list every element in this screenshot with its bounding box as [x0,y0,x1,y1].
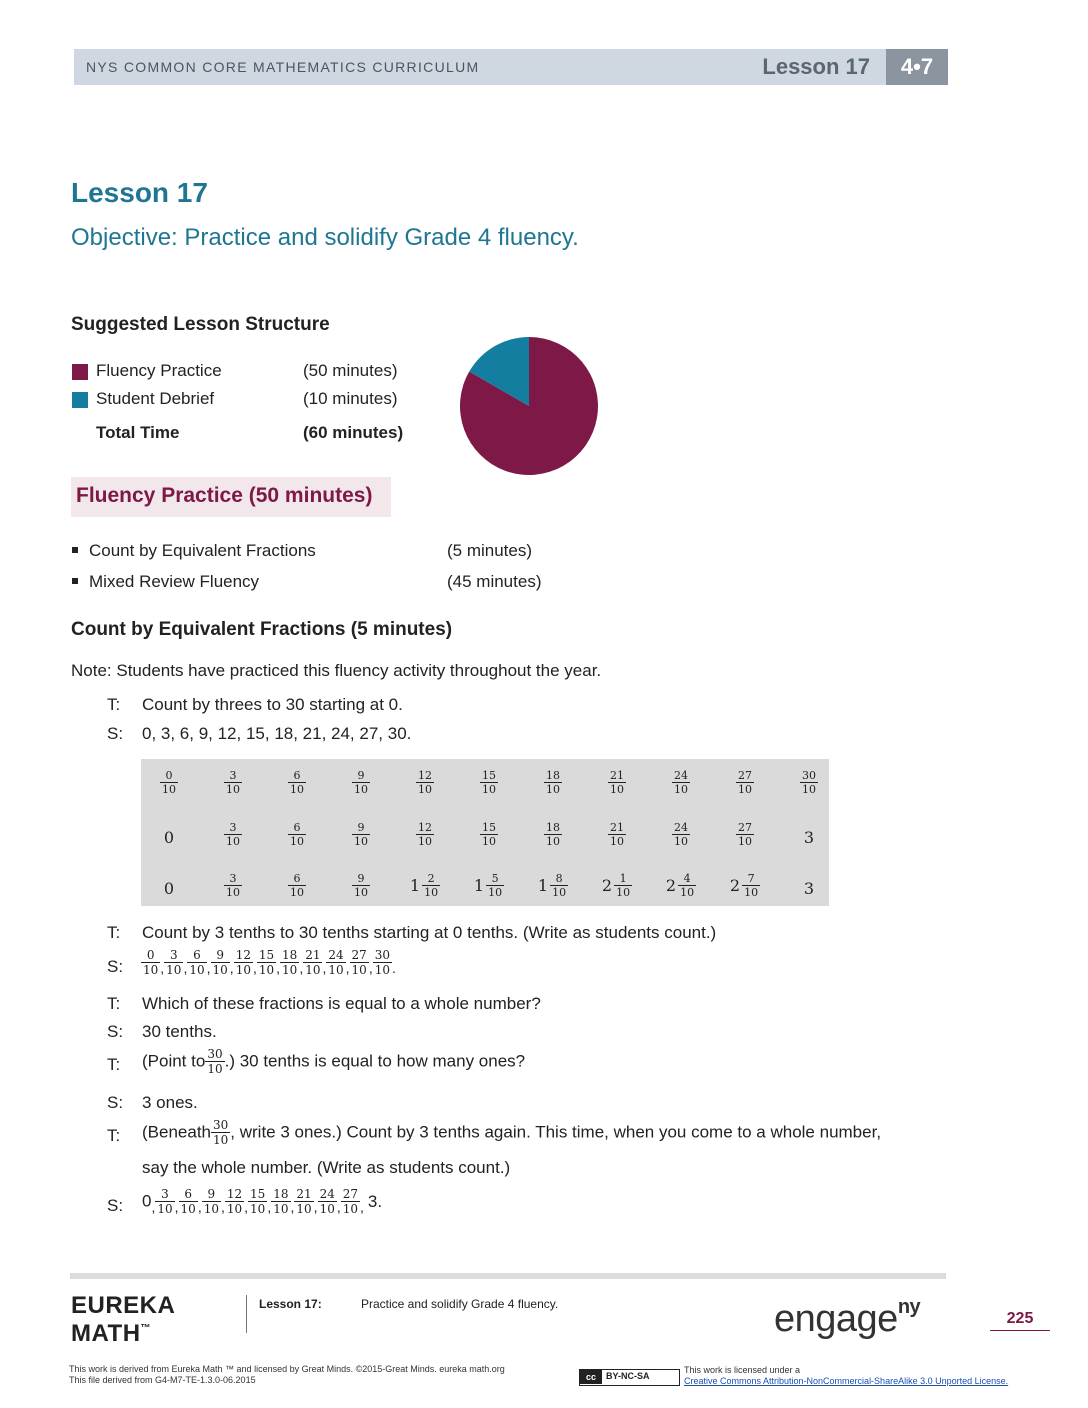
grid-cell [205,821,261,848]
separator: , [160,959,165,976]
whole-number: 1 [409,876,421,895]
numerator: 3 [169,948,178,962]
numerator: 12 [226,1187,243,1201]
grid-cell [589,769,645,796]
grid-cell [141,821,197,847]
numerator: 6 [184,1187,192,1201]
numerator: 27 [342,1187,359,1201]
fraction [202,1187,221,1216]
denominator: 10 [610,783,624,796]
denominator: 10 [482,783,496,796]
grid-cell [269,821,325,848]
denominator: 10 [296,1202,312,1216]
numerator: 24 [674,769,688,782]
numerator: 6 [293,872,301,885]
grid-cell [653,872,709,899]
speaker: S: [107,1022,124,1041]
denominator: 10 [488,886,503,899]
fraction [164,948,183,977]
denominator: 10 [328,963,344,977]
denominator: 10 [674,783,688,796]
separator: , [220,1198,225,1215]
grid-cell [461,769,517,796]
whole-number: 3. [367,1191,383,1211]
dialogue-text: (Beneath [142,1122,211,1142]
denominator: 10 [738,835,752,848]
fraction [416,821,434,848]
whole-number: 3 [803,879,815,898]
section-title: Count by Equivalent Fractions (5 minutes) [71,619,453,640]
speaker: S: [107,957,124,976]
numerator: 21 [296,1187,312,1201]
fraction [352,769,370,796]
denominator: 10 [424,886,439,899]
speaker: T: [107,695,121,714]
denominator: 10 [157,1202,173,1216]
legend-label: Student Debrief [96,389,215,408]
total-minutes: (60 minutes) [303,423,404,442]
dialogue-text: say the whole number. (Write as students count.) [142,1158,511,1177]
fraction [544,769,562,796]
denominator: 10 [258,963,275,977]
numerator: 3 [229,821,237,834]
license-notice [684,1365,1008,1387]
grid-cell [781,821,837,847]
fraction [416,769,434,796]
numerator: 12 [235,948,251,962]
fraction-sequence-tenths [141,948,396,977]
legend-swatch-debrief [72,392,88,408]
fraction [205,1047,224,1076]
denominator: 10 [552,886,567,899]
numerator: 12 [418,769,432,782]
fraction [303,948,322,977]
numerator: 30 [207,1047,223,1061]
fraction [271,1187,290,1216]
fraction [422,872,440,899]
separator: , [313,1198,318,1215]
denominator: 10 [250,1202,266,1216]
cc-license-badge [579,1369,680,1386]
separator: , [290,1198,295,1215]
footer-separator [246,1295,247,1333]
fraction [672,769,690,796]
denominator: 10 [305,963,321,977]
denominator: 10 [374,963,390,977]
denominator: 10 [226,783,240,796]
section-note: Note: Students have practiced this fluency activity throughout the year. [71,661,602,680]
structure-title: Suggested Lesson Structure [71,314,330,335]
denominator: 10 [342,1202,359,1216]
denominator: 10 [273,1202,289,1216]
numerator: 3 [229,769,237,782]
legend-swatch-fluency [72,364,88,380]
equivalent-fractions-grid [141,759,829,906]
whole-number: 2 [601,876,613,895]
derived-line: This work is derived from Eureka Math ™ and licensed by Great Minds. ©2015-Great Minds. eureka math.org [69,1364,505,1374]
grid-cell [781,769,837,796]
numerator: 15 [482,821,496,834]
speaker: T: [107,1126,121,1145]
denominator: 10 [212,963,228,977]
denominator: 10 [674,835,688,848]
separator: , [336,1198,341,1215]
denominator: 10 [207,1062,223,1076]
numerator: 15 [250,1187,266,1201]
grid-cell [717,821,773,848]
fraction [608,821,626,848]
separator: , [299,959,304,976]
fraction [224,769,242,796]
denominator: 10 [290,835,304,848]
legend-minutes: (10 minutes) [303,389,398,408]
denominator: 10 [290,783,304,796]
denominator: 10 [226,835,240,848]
lesson-structure-pie-chart [459,336,599,476]
numerator: 3 [229,872,237,885]
denominator: 10 [189,963,205,977]
numerator: 21 [305,948,321,962]
numerator: 3 [161,1187,169,1201]
fraction [486,872,504,899]
dialogue-text: Which of these fractions is equal to a whole number? [142,994,541,1013]
grid-cell [525,821,581,848]
grid-cell [333,872,389,899]
fraction [211,948,230,977]
separator: , [368,959,373,976]
cc-icon: cc [580,1370,602,1384]
eureka-math-logo [71,1294,175,1345]
footer-lesson-label: Lesson 17: [259,1297,322,1311]
fraction [280,948,299,977]
speaker: S: [107,1196,124,1215]
denominator: 10 [680,886,695,899]
whole-number: 2 [665,876,677,895]
grid-cell [397,821,453,848]
fraction [480,821,498,848]
denominator: 10 [143,963,159,977]
separator: , [229,959,234,976]
fraction [544,821,562,848]
numerator: 9 [357,769,365,782]
fraction [257,948,276,977]
fraction [248,1187,267,1216]
numerator: 7 [747,872,755,885]
speaker: S: [107,1093,124,1112]
grid-cell [205,769,261,796]
numerator: 2 [427,872,435,885]
separator: , [197,1198,202,1215]
numerator: 0 [146,948,155,962]
fraction [234,948,253,977]
numerator: 15 [258,948,275,962]
denominator: 10 [166,963,182,977]
denominator: 10 [226,886,240,899]
separator: , [322,959,327,976]
numerator: 18 [546,821,560,834]
fraction [225,1187,244,1216]
numerator: 6 [293,821,301,834]
numerator: 21 [610,821,624,834]
fluency-practice-title: Fluency Practice (50 minutes) [76,484,373,507]
beneath-line [142,1118,881,1147]
denominator: 10 [180,1202,196,1216]
separator: , [206,959,211,976]
legend-label: Fluency Practice [96,361,222,380]
speaker: T: [107,1055,121,1074]
denominator: 10 [610,835,624,848]
grid-cell [781,872,837,898]
separator: , [360,1198,364,1215]
dialogue-text: Count by 3 tenths to 30 tenths starting at 0 tenths. (Write as students count.) [142,923,717,942]
denominator: 10 [290,886,304,899]
denominator: 10 [744,886,759,899]
denominator: 10 [546,783,560,796]
separator: , [151,1198,156,1215]
numerator: 24 [328,948,344,962]
derived-notice [69,1364,505,1386]
engageny-logo [774,1296,920,1341]
numerator: 18 [273,1187,289,1201]
denominator: 10 [354,783,368,796]
whole-number: 0 [142,1191,152,1211]
numerator: 6 [293,769,301,782]
curriculum-name: NYS COMMON CORE MATHEMATICS CURRICULUM [86,59,480,75]
separator: . [392,959,396,976]
fluency-item-minutes: (5 minutes) [447,541,533,560]
fraction [326,948,345,977]
whole-number: 0 [163,828,175,847]
fraction [736,769,754,796]
logo-line: EUREKA [71,1292,176,1319]
grid-cell [525,769,581,796]
denominator: 10 [546,835,560,848]
fraction [294,1187,313,1216]
speaker: S: [107,724,124,743]
legend-minutes: (50 minutes) [303,361,398,380]
fraction [352,821,370,848]
dialogue-text: .) 30 tenths is equal to how many ones? [224,1051,526,1071]
dialogue-text: (Point to [142,1051,206,1071]
grid-cell [717,769,773,796]
whole-number: 2 [729,876,741,895]
whole-number: 0 [163,879,175,898]
fraction [672,821,690,848]
dialogue-text: 30 tenths. [142,1022,217,1041]
page-number: 225 [990,1310,1050,1331]
bullet-icon [72,578,78,584]
separator: , [276,959,281,976]
grid-cell [653,769,709,796]
denominator: 10 [282,963,298,977]
numerator: 9 [207,1187,216,1201]
denominator: 10 [802,783,816,796]
grid-cell [269,872,325,899]
denominator: 10 [203,1202,219,1216]
derived-line: This file derived from G4-M7-TE-1.3.0-06.2015 [69,1375,256,1385]
denominator: 10 [235,963,251,977]
dialogue-text: 0, 3, 6, 9, 12, 15, 18, 21, 24, 27, 30. [142,724,412,743]
engage-word: engage [774,1298,898,1340]
fraction [373,948,392,977]
denominator: 10 [738,783,752,796]
denominator: 10 [354,886,368,899]
fluency-practice-heading-box [71,477,391,517]
grid-cell [461,872,517,899]
dialogue-text: , write 3 ones.) Count by 3 tenths again. This time, when you come to a whole number, [230,1122,882,1142]
grid-cell [205,872,261,899]
fraction [800,769,818,796]
fraction [288,821,306,848]
lesson-objective: Objective: Practice and solidify Grade 4 fluency. [71,224,579,251]
footer-divider [70,1273,946,1279]
fraction [288,872,306,899]
fraction-sequence-whole [142,1187,382,1216]
separator: , [244,1198,249,1215]
numerator: 6 [193,948,201,962]
fraction [160,769,178,796]
total-time-row [96,423,404,443]
separator: , [174,1198,179,1215]
grid-cell [589,821,645,848]
numerator: 9 [357,821,365,834]
denominator: 10 [616,886,631,899]
fraction [211,1118,230,1147]
total-label: Total Time [96,423,180,442]
license-line: This work is licensed under a [684,1365,801,1375]
fraction [224,821,242,848]
fraction [179,1187,198,1216]
fraction [480,769,498,796]
denominator: 10 [162,783,176,796]
grid-cell [589,872,645,899]
numerator: 30 [374,948,390,962]
numerator: 5 [491,872,499,885]
fraction [155,1187,174,1216]
engage-ny: ny [897,1296,921,1318]
footer-lesson-objective: Practice and solidify Grade 4 fluency. [361,1297,559,1311]
separator: , [252,959,257,976]
fraction [141,948,160,977]
numerator: 4 [683,872,691,885]
denominator: 10 [418,835,432,848]
fraction [608,769,626,796]
fraction [352,872,370,899]
fluency-item-label: Count by Equivalent Fractions [89,541,316,560]
grid-cell [525,872,581,899]
separator: , [345,959,350,976]
fraction [350,948,369,977]
numerator: 24 [674,821,688,834]
speaker: T: [107,994,121,1013]
bullet-icon [72,547,78,553]
fraction [318,1187,337,1216]
logo-line: MATH [71,1320,141,1347]
numerator: 12 [418,821,432,834]
license-link[interactable]: Creative Commons Attribution-NonCommercial-ShareAlike 3.0 Unported License. [684,1376,1009,1386]
grade-module-badge: 4•7 [886,49,948,85]
header-lesson: Lesson 17 [762,54,870,79]
whole-number: 1 [473,876,485,895]
denominator: 10 [213,1133,229,1147]
numerator: 24 [319,1187,335,1201]
fraction [550,872,568,899]
numerator: 18 [282,948,298,962]
numerator: 30 [802,769,816,782]
numerator: 21 [610,769,624,782]
numerator: 9 [216,948,224,962]
denominator: 10 [351,963,367,977]
separator: , [183,959,188,976]
denominator: 10 [354,835,368,848]
grid-cell [397,872,453,899]
point-to-line [142,1047,525,1076]
denominator: 10 [418,783,432,796]
grid-cell [269,769,325,796]
numerator: 18 [546,769,560,782]
curriculum-header [74,49,948,85]
denominator: 10 [319,1202,335,1216]
fraction [614,872,632,899]
numerator: 27 [738,821,752,834]
lesson-title: Lesson 17 [71,177,208,208]
fraction [678,872,696,899]
numerator: 8 [555,872,563,885]
fraction [224,872,242,899]
dialogue-text: Count by threes to 30 starting at 0. [142,695,403,714]
dialogue-text: 3 ones. [142,1093,198,1112]
numerator: 9 [357,872,365,885]
speaker: T: [107,923,121,942]
fraction [187,948,206,977]
fluency-item-label: Mixed Review Fluency [89,572,260,591]
logo-tm: ™ [140,1323,152,1334]
separator: , [267,1198,272,1215]
grid-cell [461,821,517,848]
grid-cell [653,821,709,848]
fraction [341,1187,360,1216]
fluency-item-minutes: (45 minutes) [447,572,542,591]
grid-cell [333,769,389,796]
fraction [736,821,754,848]
fraction [288,769,306,796]
numerator: 27 [351,948,367,962]
grid-cell [141,769,197,796]
denominator: 10 [226,1202,243,1216]
grid-cell [333,821,389,848]
numerator: 1 [619,872,627,885]
whole-number: 1 [537,876,549,895]
grid-cell [717,872,773,899]
denominator: 10 [482,835,496,848]
fraction [742,872,760,899]
grid-cell [397,769,453,796]
numerator: 27 [738,769,752,782]
cc-type: BY-NC-SA [606,1371,650,1381]
numerator: 0 [165,769,173,782]
grid-cell [141,872,197,898]
numerator: 15 [482,769,496,782]
numerator: 30 [213,1118,229,1132]
whole-number: 3 [803,828,815,847]
